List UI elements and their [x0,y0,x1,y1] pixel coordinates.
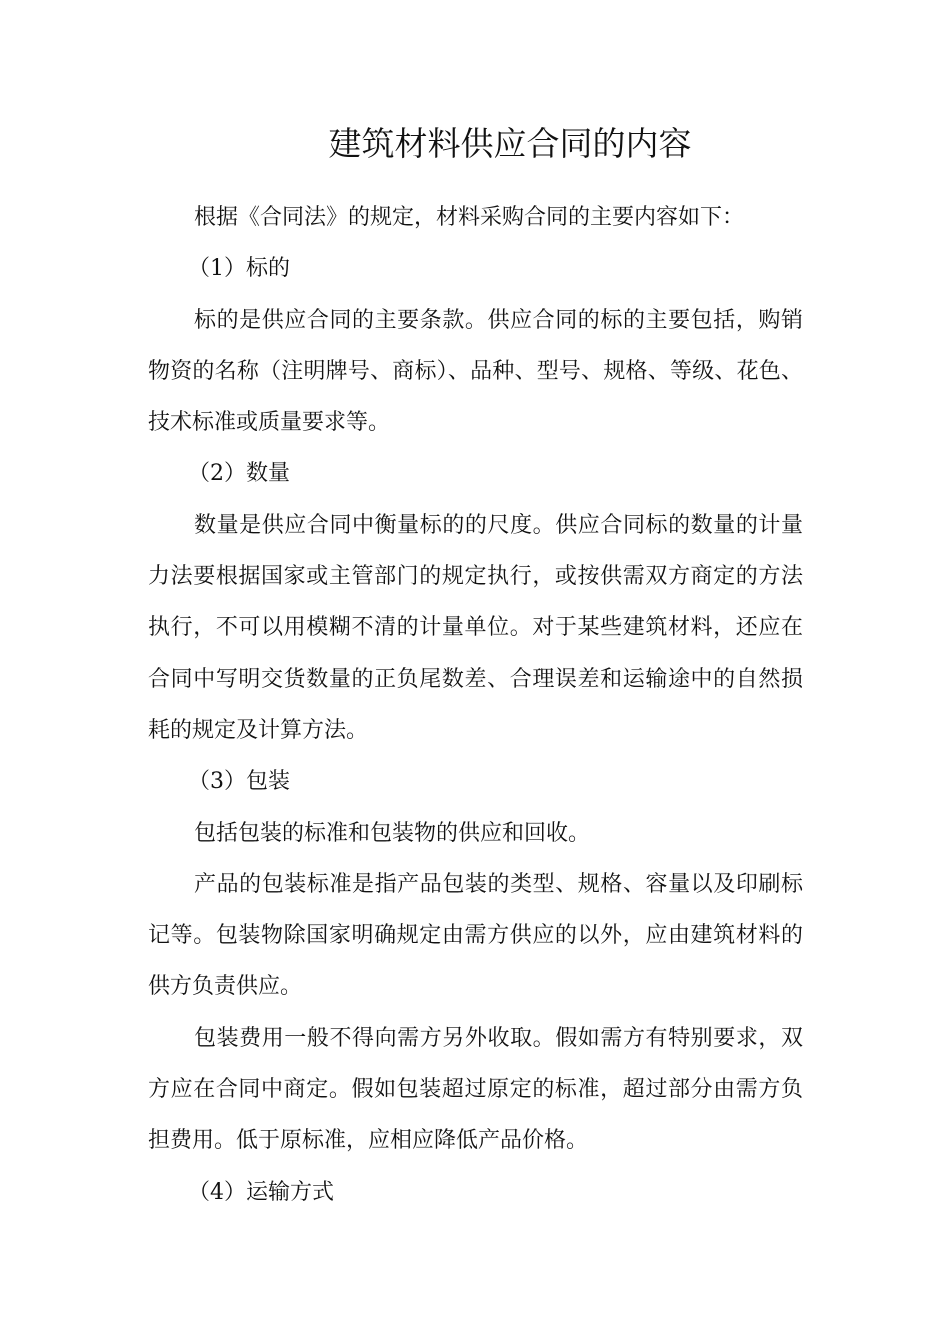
packaging-paragraph-1: 包括包装的标准和包装物的供应和回收。 [194,820,591,846]
section-heading-quantity: （2）数量 [188,461,290,487]
quantity-paragraph: 数量是供应合同中衡量标的的尺度。供应合同标的数量的计量力法要根据国家或主管部门的规定执行，或按供需双方商定的方法执行，不可以用模糊不清的计量单位。对于某些建筑材料，还应在合同中写明交货数量的正负尾数差、合理误差和运输途中的自然损耗的规定及计算方法。 [148,512,803,743]
packaging-paragraph-2: 产品的包装标准是指产品包装的类型、规格、容量以及印刷标记等。包装物除国家明确规定由需方供应的以外，应由建筑材料的供方负责供应。 [148,871,803,1000]
section-heading-transport: （4）运输方式 [188,1179,334,1205]
document-body [148,192,803,1218]
document-title: 建筑材料供应合同的内容 [328,124,692,163]
packaging-paragraph-3: 包装费用一般不得向需方另外收取。假如需方有特别要求，双方应在合同中商定。假如包装超过原定的标准，超过部分由需方负担费用。低于原标准，应相应降低产品价格。 [148,1025,803,1154]
subject-paragraph: 标的是供应合同的主要条款。供应合同的标的主要包括，购销物资的名称（注明牌号、商标）、品种、型号、规格、等级、花色、技术标准或质量要求等。 [148,307,803,436]
section-heading-packaging: （3）包装 [188,769,290,795]
intro-paragraph: 根据《合同法》的规定，材料采购合同的主要内容如下： [194,205,745,230]
section-heading-subject: （1）标的 [188,256,290,282]
